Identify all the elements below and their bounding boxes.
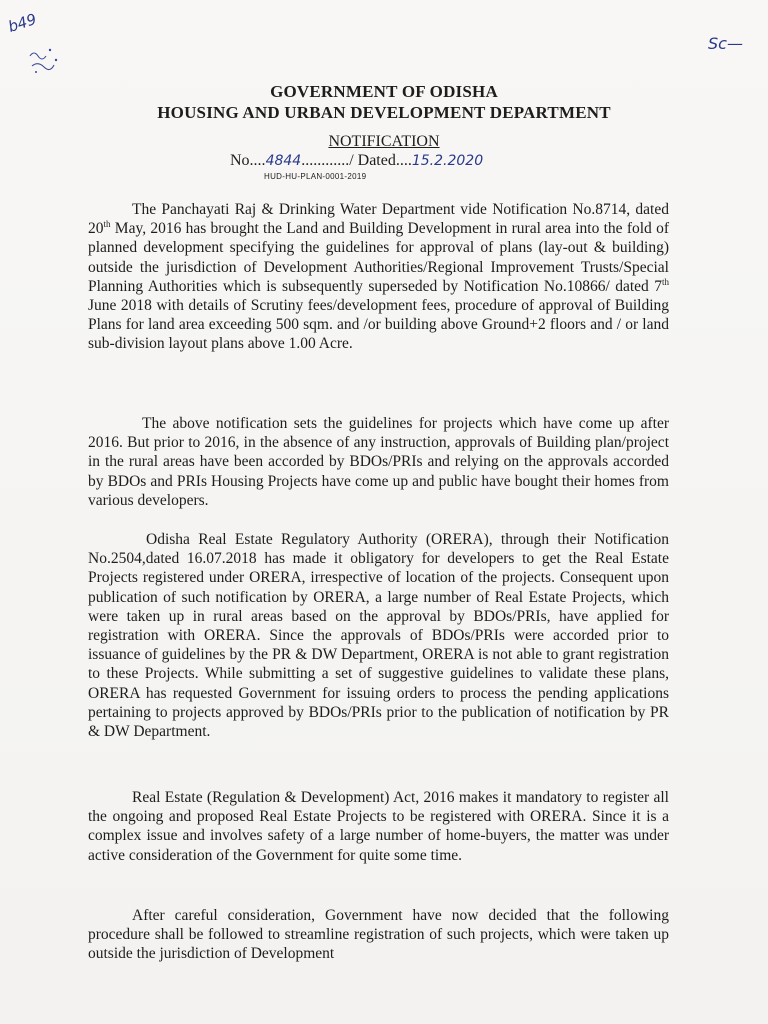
paragraph-1-part-c: June 2018 with details of Scrutiny fees/development fees, procedure of approval of Building Plans for land area exceeding 500 sqm. and /or building above Ground+2 floors and / or land sub-division layout plans above 1.00 Acre. — [88, 297, 669, 353]
handwritten-note-top-right: Sc— — [708, 34, 743, 53]
handwritten-scribble — [26, 42, 66, 76]
notification-number-line — [230, 152, 483, 170]
file-reference: HUD-HU-PLAN-0001-2019 — [264, 172, 367, 181]
paragraph-4: Real Estate (Regulation & Development) Act, 2016 makes it mandatory to register all the ongoing and proposed Real Estate Projects to be registered with ORERA. Since it is a complex issue and involves safety of a large number of home-buyers, the matter was under active consideration of the Government for quite some time. — [88, 789, 669, 864]
handwritten-note-top-left: b49 — [5, 10, 39, 36]
number-dots: ............/ Dated.... — [301, 152, 412, 169]
superscript-th: th — [103, 219, 111, 230]
paragraph-2: The above notification sets the guidelines for projects which have come up after 2016. But prior to 2016, in the absence of any instruction, approvals of Building plan/project in the rural areas have been accorded by BDOs/PRIs and relying on the approvals accorded by BDOs and PRIs Housing Projects have come up and public have bought their homes from various developers. — [88, 415, 669, 509]
paragraph-3: Odisha Real Estate Regulatory Authority (ORERA), through their Notification No.2504,dated 16.07.2018 has made it obligatory for developers to get the Real Estate Projects registered under ORERA, irrespective of location of the projects. Consequent upon publication of such notification by ORERA, a large number of Real Estate Projects, which were taken up in rural areas based on the approval by BDOs/PRIs, have applied for registration with ORERA. Since the approvals of BDOs/PRIs were accorded prior to issuance of guidelines by the PR & DW Department, ORERA is not able to grant registration to these Projects. While submitting a set of suggestive guidelines to validate these plans, ORERA has requested Government for issuing orders to process the pending applications pertaining to projects approved by BDOs/PRIs prior to the publication of notification by PR & DW Department. — [88, 531, 669, 741]
paragraph-1-part-a: The Panchayati Raj & Drinking Water Department vide Notification No.8714, dated 20 — [88, 201, 669, 238]
notification-title: NOTIFICATION — [328, 133, 440, 150]
superscript-th: th — [661, 276, 669, 287]
paragraph-1-part-b: May, 2016 has brought the Land and Building Development in rural area into the fold of planned development specifying the guidelines for approval of plans (lay-out & building) outside the jurisdiction of Development Authorities/Regional Improvement Trusts/Special Planning Authorities which is subsequently superseded by Notification No.10866/ dated 7 — [88, 220, 669, 295]
notification-number: 4844 — [265, 153, 302, 169]
government-heading: GOVERNMENT OF ODISHA — [270, 82, 498, 101]
department-heading: HOUSING AND URBAN DEVELOPMENT DEPARTMENT — [157, 103, 611, 122]
paragraph-5: After careful consideration, Government have now decided that the following procedure shall be followed to streamline registration of such projects, which were taken up outside the jurisdiction of Development — [88, 907, 669, 963]
number-prefix: No.... — [230, 152, 266, 169]
paragraph-1 — [88, 200, 669, 354]
notification-date: 15.2.2020 — [411, 153, 484, 169]
